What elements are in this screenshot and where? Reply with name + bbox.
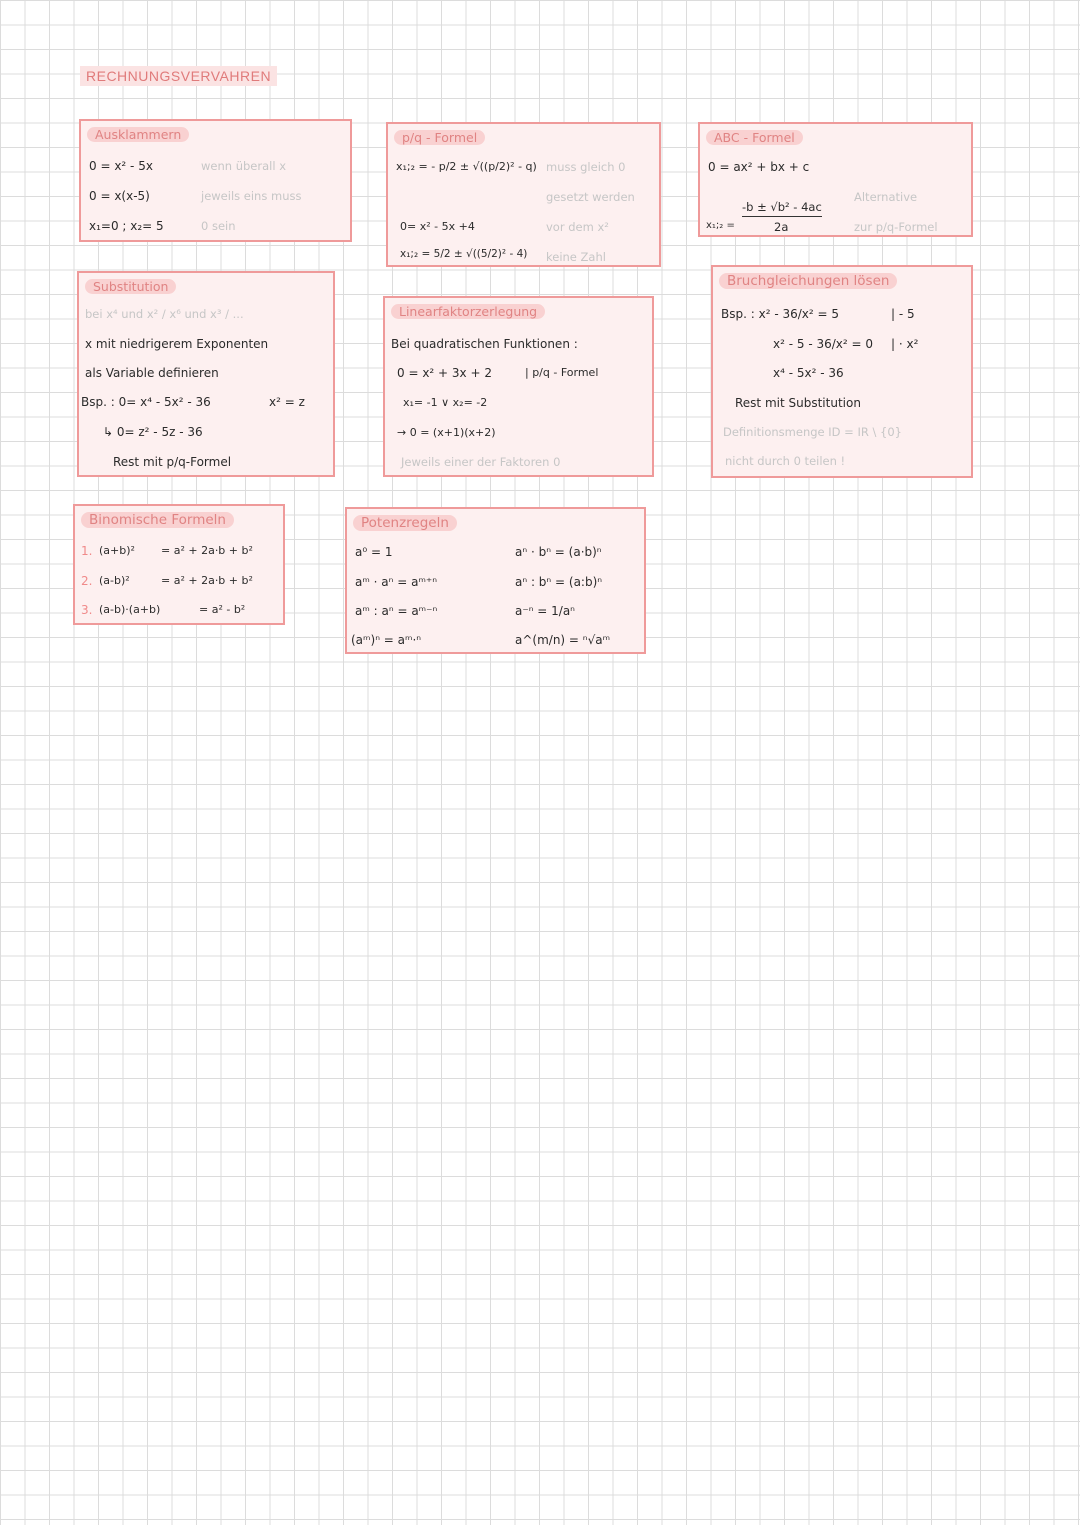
binom-n-3: 3. bbox=[81, 603, 93, 617]
ausklammern-line-1: 0 = x² - 5x bbox=[89, 159, 153, 173]
pq-note-3: vor dem x² bbox=[546, 220, 609, 234]
abc-note-2: zur p/q-Formel bbox=[854, 220, 938, 234]
potenz-left-4: (aᵐ)ⁿ = aᵐ·ⁿ bbox=[351, 633, 422, 647]
linearfaktor-line-4: → 0 = (x+1)(x+2) bbox=[397, 426, 496, 439]
abc-card bbox=[698, 122, 973, 237]
potenz-left-3: aᵐ : aⁿ = aᵐ⁻ⁿ bbox=[355, 604, 438, 618]
substitution-title: Substitution bbox=[85, 279, 176, 294]
binom-n-1: 1. bbox=[81, 544, 93, 558]
bruch-line-2: x² - 5 - 36/x² = 0 bbox=[773, 337, 874, 351]
potenz-right-1: aⁿ · bⁿ = (a·b)ⁿ bbox=[515, 545, 602, 559]
substitution-line-2: als Variable definieren bbox=[85, 366, 219, 380]
bruch-line-3: x⁴ - 5x² - 36 bbox=[773, 366, 844, 380]
potenz-right-2: aⁿ : bⁿ = (a:b)ⁿ bbox=[515, 575, 603, 589]
binom-card bbox=[73, 504, 285, 625]
linearfaktor-note: Jeweils einer der Faktoren 0 bbox=[401, 455, 561, 469]
bruch-note-2: nicht durch 0 teilen ! bbox=[725, 454, 846, 468]
linearfaktor-line-3: x₁= -1 ∨ x₂= -2 bbox=[403, 396, 488, 409]
substitution-line-5: Rest mit p/q-Formel bbox=[113, 455, 232, 469]
ausklammern-title: Ausklammern bbox=[87, 127, 189, 142]
pq-formula: x₁;₂ = - p/2 ± √((p/2)² - q) bbox=[396, 160, 537, 173]
bruch-op-2: | · x² bbox=[891, 337, 919, 351]
ausklammern-note-3: 0 sein bbox=[201, 219, 236, 233]
substitution-line-3: Bsp. : 0= x⁴ - 5x² - 36 bbox=[81, 395, 211, 409]
binom-title: Binomische Formeln bbox=[81, 512, 234, 528]
binom-rhs-2: = a² + 2a·b + b² bbox=[161, 574, 253, 587]
potenz-left-2: aᵐ · aⁿ = aᵐ⁺ⁿ bbox=[355, 575, 438, 589]
potenz-card bbox=[345, 507, 646, 654]
abc-lhs: x₁;₂ = bbox=[706, 220, 735, 231]
potenz-left-1: a⁰ = 1 bbox=[355, 545, 393, 559]
binom-lhs-2: (a-b)² bbox=[99, 574, 130, 587]
abc-denominator: 2a bbox=[774, 220, 789, 234]
pq-note-2: gesetzt werden bbox=[546, 190, 635, 204]
substitution-assign: x² = z bbox=[269, 395, 305, 409]
page-title: RECHNUNGSVERVAHREN bbox=[80, 66, 277, 86]
abc-equation: 0 = ax² + bx + c bbox=[708, 160, 810, 174]
pq-title: p/q - Formel bbox=[394, 130, 485, 145]
abc-title: ABC - Formel bbox=[706, 130, 803, 145]
pq-note-1: muss gleich 0 bbox=[546, 160, 626, 174]
binom-rhs-1: = a² + 2a·b + b² bbox=[161, 544, 253, 557]
potenz-title: Potenzregeln bbox=[353, 515, 457, 531]
pq-card bbox=[386, 122, 661, 267]
pq-applied: x₁;₂ = 5/2 ± √((5/2)² - 4) bbox=[400, 248, 528, 260]
abc-numerator: -b ± √b² - 4ac bbox=[742, 200, 822, 217]
linearfaktor-title: Linearfaktorzerlegung bbox=[391, 304, 545, 319]
substitution-line-4: ↳ 0= z² - 5z - 36 bbox=[103, 425, 203, 439]
bruch-op-1: | - 5 bbox=[891, 307, 915, 321]
substitution-line-1: x mit niedrigerem Exponenten bbox=[85, 337, 269, 351]
linearfaktor-side: | p/q - Formel bbox=[525, 366, 599, 379]
linearfaktor-line-2: 0 = x² + 3x + 2 bbox=[397, 366, 492, 380]
binom-n-2: 2. bbox=[81, 574, 93, 588]
binom-rhs-3: = a² - b² bbox=[199, 603, 246, 616]
linearfaktor-card bbox=[383, 296, 654, 477]
ausklammern-line-2: 0 = x(x-5) bbox=[89, 189, 150, 203]
ausklammern-note-1: wenn überall x bbox=[201, 159, 287, 173]
ausklammern-line-3: x₁=0 ; x₂= 5 bbox=[89, 219, 164, 233]
bruch-card bbox=[711, 265, 973, 478]
bruch-note-1: Definitionsmenge ID = IR \ {0} bbox=[723, 425, 902, 439]
potenz-right-3: a⁻ⁿ = 1/aⁿ bbox=[515, 604, 575, 618]
pq-note-4: keine Zahl bbox=[546, 250, 606, 264]
linearfaktor-line-1: Bei quadratischen Funktionen : bbox=[391, 337, 578, 351]
bruch-line-1: Bsp. : x² - 36/x² = 5 bbox=[721, 307, 840, 321]
pq-example: 0= x² - 5x +4 bbox=[400, 220, 475, 233]
substitution-card bbox=[77, 271, 335, 477]
binom-lhs-3: (a-b)·(a+b) bbox=[99, 603, 161, 616]
potenz-right-4: a^(m/n) = ⁿ√aᵐ bbox=[515, 633, 611, 647]
ausklammern-note-2: jeweils eins muss bbox=[201, 189, 302, 203]
bruch-line-4: Rest mit Substitution bbox=[735, 396, 861, 410]
binom-lhs-1: (a+b)² bbox=[99, 544, 135, 557]
ausklammern-card bbox=[79, 119, 352, 242]
substitution-note: bei x⁴ und x² / x⁶ und x³ / ... bbox=[85, 307, 244, 321]
abc-note-1: Alternative bbox=[854, 190, 918, 204]
bruch-title: Bruchgleichungen lösen bbox=[719, 273, 897, 289]
